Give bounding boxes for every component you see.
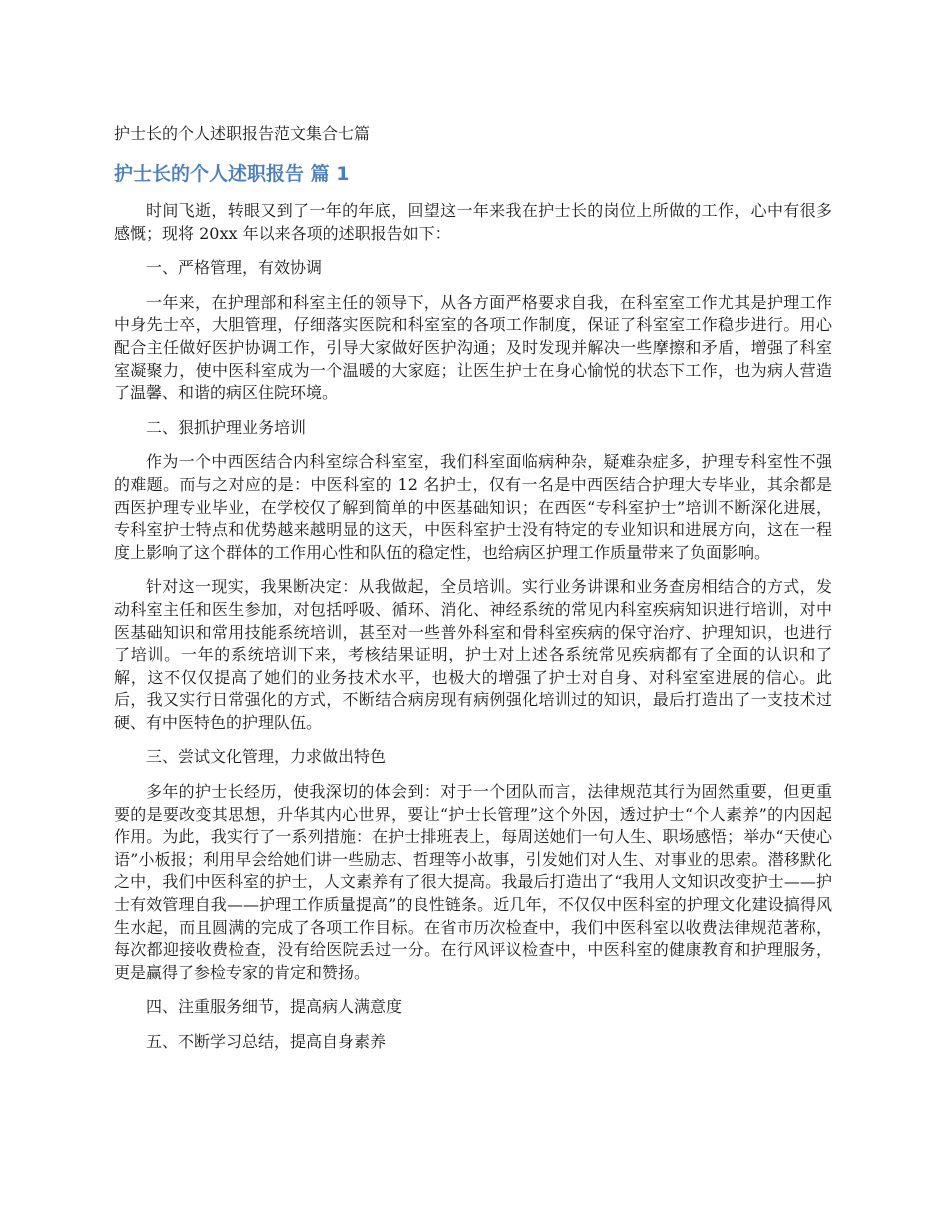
paragraph-intro: 时间飞逝，转眼又到了一年的年底，回望这一年来我在护士长的岗位上所做的工作，心中有很多感慨；现将 20xx 年以来各项的述职报告如下： (114, 201, 832, 243)
subheading-3: 三、尝试文化管理，力求做出特色 (146, 747, 387, 767)
section-heading: 护士长的个人述职报告 篇 1 (114, 163, 350, 185)
paragraph-training-problem: 作为一个中西医结合内科室综合科室室，我们科室面临病种杂，疑难杂症多，护理专科室性不强的难题。而与之对应的是：中医科室的 12 名护士，仅有一名是中西医结合护理大专毕业，其余都是西医护理专业毕业，在学校仅了解到简单的中医基础知识；在西医“专科室护士”培训不断深化进展，专科室护士特点和优势越来越明显的这天，中医科室护士没有特定的专业知识和进展方向，这在一程度上影响了这个群体的工作用心性和队伍的稳定性，也给病区护理工作质量带来了负面影响。 (114, 452, 832, 562)
subheading-2: 二、狠抓护理业务培训 (146, 417, 307, 437)
paragraph-management: 一年来，在护理部和科室主任的领导下，从各方面严格要求自我，在科室室工作尤其是护理工作中身先士卒，大胆管理，仔细落实医院和科室室的各项工作制度，保证了科室室工作稳步进行。用心配合主任做好医护协调工作，引导大家做好医护沟通；及时发现并解决一些摩擦和矛盾，增强了科室室凝聚力，使中医科室成为一个温暖的大家庭；让医生护士在身心愉悦的状态下工作，也为病人营造了温馨、和谐的病区住院环境。 (114, 292, 832, 403)
subheading-1: 一、严格管理，有效协调 (146, 258, 323, 278)
paragraph-training-solution: 针对这一现实，我果断决定：从我做起，全员培训。实行业务讲课和业务查房相结合的方式，发动科室主任和医生参加，对包括呼吸、循环、消化、神经系统的常见内科室疾病知识进行培训，对中医基础知识和常用技能系统培训，甚至对一些普外科室和骨科室疾病的保守治疗、护理知识，也进行了培训。一年的系统培训下来，考核结果证明，护士对上述各系统常见疾病都有了全面的认识和了解，这不仅仅提高了她们的业务技术水平，也极大的增强了护士对自身、对科室室进展的信心。此后，我又实行日常强化的方式，不断结合病房现有病例强化培训过的知识，最后打造出了一支技术过硬、有中医特色的护理队伍。 (114, 577, 832, 732)
subheading-5: 五、不断学习总结，提高自身素养 (146, 1032, 387, 1051)
subheading-4: 四、注重服务细节，提高病人满意度 (146, 997, 403, 1017)
document-title: 护士长的个人述职报告范文集合七篇 (114, 124, 371, 143)
paragraph-culture: 多年的护士长经历，使我深切的体会到：对于一个团队而言，法律规范其行为固然重要，但更重要的是要改变其思想，升华其内心世界，要让“护士长管理”这个外因，透过护士“个人素养”的内因起作用。为此，我实行了一系列措施：在护士排班表上，每周送她们一句人生、职场感悟；举办“天使心语”小板报；利用早会给她们讲一些励志、哲理等小故事，引发她们对人生、对事业的思索。潜移默化之中，我们中医科室的护士，人文素养有了很大提高。我最后打造出了“我用人文知识改变护士——护士有效管理自我——护理工作质量提高”的良性链条。近几年，不仅仅中医科室的护理文化建设搞得风生水起，而且圆满的完成了各项工作目标。在省市历次检查中，我们中医科室以收费法律规范著称，每次都迎接收费检查，没有给医院丢过一分。在行风评议检查中，中医科室的健康教育和护理服务，更是赢得了参检专家的肯定和赞扬。 (114, 782, 832, 982)
